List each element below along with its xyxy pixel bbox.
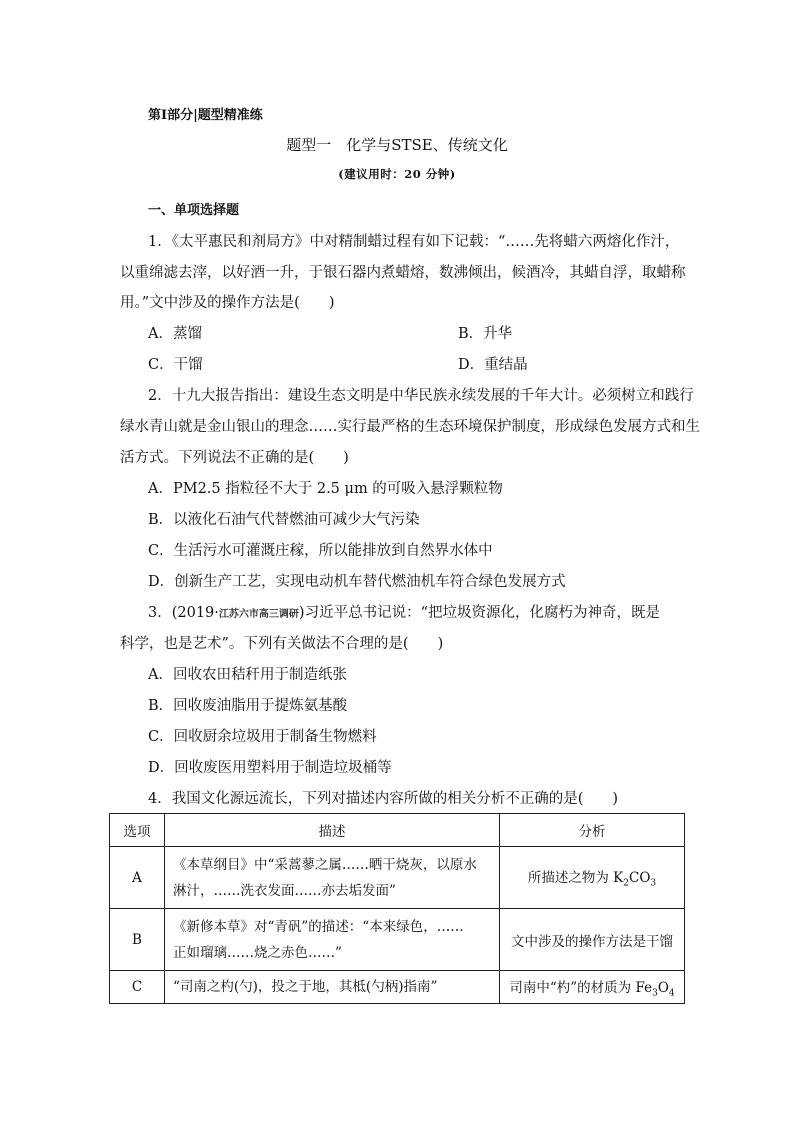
q1-option-c: C．干馏	[148, 357, 203, 373]
q3-line-1-rest: )习近平总书记说：“把垃圾资源化，化腐朽为神奇，既是	[298, 605, 660, 621]
row-b-desc-line-1: 《新修本草》对“青矾”的描述：“本来绿色，……	[173, 918, 464, 935]
q3-option-a: A．回收农田秸秆用于制造纸张	[148, 667, 347, 683]
row-c-analysis	[500, 971, 685, 1004]
row-b-desc-line-2: 正如瑠璃……烧之赤色……”	[173, 944, 342, 961]
q3-prefix: 3．(2019·	[148, 605, 219, 621]
q2-option-c: C．生活污水可灌溉庄稼，所以能排放到自然界水体中	[148, 543, 493, 559]
row-c-analysis-text: 司南中“杓”的材质为 Fe	[509, 979, 653, 996]
row-b-description	[165, 909, 500, 971]
q2-line-2: 绿水青山就是金山银山的理念……实行最严格的生态环境保护制度，形成绿色发展方式和生	[120, 419, 700, 435]
q2-option-d: D．创新生产工艺，实现电动机车替代燃油机车符合绿色发展方式	[148, 574, 566, 590]
row-a-sub-2: 3	[650, 878, 657, 889]
header-description: 描述	[165, 814, 500, 847]
table-header-row	[110, 814, 685, 847]
q1-option-d: D．重结晶	[458, 357, 528, 373]
time-note: (建议用时：20 分钟)	[338, 167, 456, 181]
row-a-option: A	[110, 847, 165, 909]
page-title: 题型一 化学与STSE、传统文化	[286, 136, 508, 154]
q4-table	[109, 813, 685, 1004]
q1-line-2: 以重绵滤去滓，以好酒一升，于银石器内煮蜡熔，数沸倾出，候酒冷，其蜡自浮，取蜡称	[120, 265, 686, 281]
table-row	[110, 909, 685, 971]
q3-line-2: 科学，也是艺术”。下列有关做法不合理的是( )	[120, 636, 444, 652]
q1-line-3: 用。”文中涉及的操作方法是( )	[120, 295, 335, 311]
q2-line-3: 活方式。下列说法不正确的是( )	[120, 450, 349, 466]
row-c-sub-1: 3	[652, 988, 658, 999]
row-c-sub-2: 4	[668, 988, 675, 999]
header-option: 选项	[110, 814, 165, 847]
q3-option-b: B．回收废油脂用于提炼氨基酸	[148, 698, 348, 714]
row-a-sub-1: 2	[623, 878, 629, 889]
q2-option-b: B．以液化石油气代替燃油可减少大气污染	[148, 512, 420, 528]
table-row	[110, 847, 685, 909]
q2-option-a: A．PM2.5 指粒径不大于 2.5 μm 的可吸入悬浮颗粒物	[148, 481, 503, 497]
row-a-desc-line-2: 淋汁，……洗衣发面……亦去垢发面”	[173, 882, 396, 899]
row-b-option: B	[110, 909, 165, 971]
row-a-analysis-text: 所描述之物为 K	[527, 870, 624, 887]
q4-stem: 4．我国文化源远流长，下列对描述内容所做的相关分析不正确的是( )	[148, 791, 619, 807]
row-c-description: “司南之杓(勺)，投之于地，其柢(勺柄)指南”	[165, 971, 500, 1004]
q3-source: 江苏六市高三调研	[218, 609, 299, 620]
q3-option-c: C．回收厨余垃圾用于制备生物燃料	[148, 729, 377, 745]
q1-option-b: B．升华	[458, 326, 513, 342]
q1-option-a: A．蒸馏	[148, 326, 202, 342]
q3-line-1	[148, 601, 660, 622]
q3-option-d: D．回收废医用塑料用于制造垃圾桶等	[148, 760, 392, 776]
section-heading: 一、单项选择题	[148, 203, 240, 218]
row-c-analysis-mid: O	[657, 979, 669, 996]
row-a-description	[165, 847, 500, 909]
row-a-desc-line-1: 《本草纲目》中“采蒿蓼之属……晒干烧灰，以原水	[173, 856, 477, 873]
q2-line-1: 2．十九大报告指出：建设生态文明是中华民族永续发展的千年大计。必须树立和践行	[148, 388, 694, 404]
row-a-analysis-mid: CO	[628, 870, 651, 887]
row-a-analysis	[500, 847, 685, 909]
header-analysis: 分析	[500, 814, 685, 847]
part-header: 第Ⅰ部分|题型精准练	[148, 108, 263, 123]
q1-line-1: 1．《太平惠民和剂局方》中对精制蜡过程有如下记载：“……先将蜡六两熔化作汁，	[148, 234, 680, 250]
row-b-analysis: 文中涉及的操作方法是干馏	[500, 909, 685, 971]
row-c-option: C	[110, 971, 165, 1004]
table-row	[110, 971, 685, 1004]
